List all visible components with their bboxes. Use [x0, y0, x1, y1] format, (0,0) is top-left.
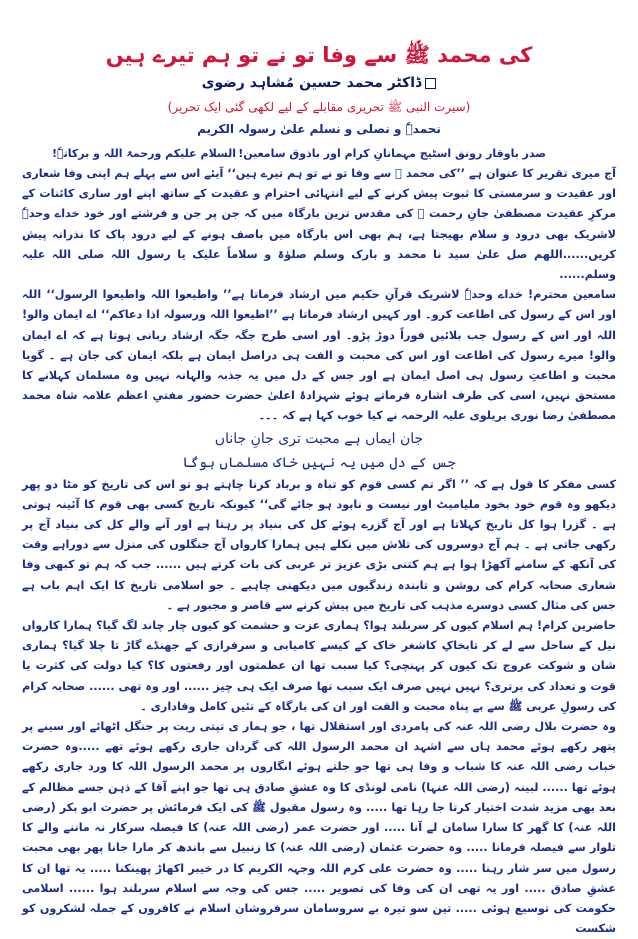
verse-line-1: جان ایماں ہے محبت تری جانِ جاناں [214, 430, 424, 447]
verse-line-2: جس کے دل میں یہ نہیں خاک مسلماں ہوگا [182, 454, 456, 471]
author-name: ڈاکٹر محمد حسین مُشاہد رضوی [201, 75, 422, 91]
greeting-right: صدر باوقار رونق اسٹیج مہمانانِ کرام اور باذوق سامعین! [238, 147, 546, 160]
darood-line: نحمدہٗ و نصلی و نسلم علیٰ رسولہ الکریم [197, 122, 441, 136]
greeting-line [22, 144, 616, 164]
subtitle: (سیرت النبی ﷺ تحریری مقابلے کے لیے لکھی گئی ایک تحریر) [167, 100, 471, 114]
greeting-left: السلام علیکم ورحمۃ اللہ و برکاتہٗ! [52, 147, 237, 160]
checkbox-square-icon [425, 78, 436, 89]
paragraph-1: آج میری تقریر کا عنوان ہے ’’کی محمد ﷺ سے وفا تو نے تو ہم تیرے ہیں‘‘ آیئے اس سے پہلے ہم اپنی وفا شعاری اور عقیدت و سرمستی کا ثبوت پیش کرنے کے لیے انتہائی احترام و عقیدت کے ساتھ اپنے اور ساری کائنات کے مرکزِ عقیدت مصطفیٰ جانِ رحمت ﷺ کی مقدس ترین بارگاہ میں کہ جن پر جن و فرشتے اور خود خداے وحدہٗ لاشریک بھی درود و سلام بھیجتا ہے، ہم بھی اس بارگاہ میں باصف ہونے کے لیے درود پاک کا نذرانہ پیش کریں......اللھم صل علیٰ سید نا محمد و بارک وسلم صلوٰۃ و سلاماً علیک یا رسول اللہ صلی اللہ علیہ وسلم...... [22, 167, 616, 282]
page-title: کی محمد ﷺ سے وفا تو نے تو ہم تیرے ہیں [105, 43, 533, 67]
paragraph-4: حاضرین کرام! ہم اسلام کیوں کر سربلند ہوا؟ ہماری عزت و حشمت کو کیوں چار چاند لگ گیا؟ ہمارا کارواں نیل کے ساحل سے لے کر تابخاکِ کاشغر خاک کے کیسے کامیابی و سرفرازی کے جھنڈے گاڑ تا چلا گیا؟ ہماری شان و شوکت عروج تک کیوں کر پہنچی؟ کیا سبب تھا ان عظمتوں اور رفعتوں کا؟ کیا دولت کی کثرت یا قوت و تعداد کی برتری؟ نہیں نہیں صرف ایک سبب تھا صرف ایک ہی چیز ...... اور وہ تھی ...... صحابہ کرام کی رسولِ عربی ﷺ سے بے پناہ محبت و الفت اور ان کی بارگاہ کے تئیں کامل وفاداری ۔ [22, 619, 616, 713]
paragraph-2: سامعین محترم! خداے وحدہٗ لاشریک قرآنِ حکیم میں ارشاد فرماتا ہے’’ واطیعوا اللہ واطیعوا الرسول‘‘ اللہ اور اس کے رسول کی اطاعت کرو۔ اور کہیں ارشاد فرماتا ہے ’’اطیعوا اللہ ورسولہ اذا دعاکم‘‘ اے ایمان والو! اللہ اور اس کے رسول جب بلائیں فوراً دوڑ پڑو۔ اور اسی طرح جگہ جگہ ارشاد ربانی ہوتا ہے کہ اے ایمان والو! میرے رسول کی اطاعت اور اس کی محبت و الفت ہی دراصل ایمان ہے بلکہ ایمان کی جان ہے ۔ گویا محبت و اطاعتِ رسول ہی اصل ایمان ہے اور جس کے دل میں یہ جذبہ والہانہ نہیں وہ مسلمان کہلانے کا مستحق نہیں، اسی کی طرف اشارہ فرماتے ہوئے شہزادۂ اعلیٰ حضرت حضور مفتیِ اعظم علامہ شاہ محمد مصطفیٰ رضا نوری بریلوی علیہ الرحمہ نے کیا خوب کہا ہے کہ ۔۔۔ [22, 288, 616, 423]
paragraph-3: کسی مفکر کا قول ہے کہ ’’ اگر تم کسی قوم کو تباہ و برباد کرنا چاہتے ہو تو اس کی تاریخ کو مٹا دو پھر دیکھو وہ قوم خود بخود ملیامیٹ اور نیست و نابود ہو جائے گی‘‘ کیونکہ تاریخ کسی بھی قوم کا آئینہ ہوتی ہے ۔ گزرا ہوا کل تاریخ کہلاتا ہے اور آج گزرے ہوئے کل کی بنیاد پر رہتا ہے اور آنے والے کل کی بنیاد آج پر رکھی جاتی ہے ۔ ہم آج دوسروں کی تلاش میں نکلے ہیں ہمارا کارواں آج جنگلوں کی منزل سے دوراہے وقت کی آنکھ کے سامنے آکھڑا ہوا ہے ہم کتنی بڑی عزیز تر عربی کی بات کرتے ہیں ...... جب کہ ہم تو کبھی وفا شعاری صحابہ کرام کی روشن و تابندہ زندگیوں میں دیکھنی چاہیے ۔ جو اسلامی تاریخ کا ایک اہم باب ہے جس کی مثال کسی دوسرے مذہب کی تاریخ میں پیش کرنے سے قاصر و مجبور ہے ۔ [22, 477, 616, 612]
author-line [22, 70, 616, 96]
paragraph-5: وہ حضرت بلال رضی اللہ عنہ کی پامردی اور استقلال تھا ، جو ہمار ی تپتی ریت پر جنگل اٹھائے اور سینے پر پتھر رکھے ہوئے محمد ہاں سے اشہد ان محمد الرسول اللہ کی گردان جاری رکھے ہوئے تھے .....وہ حضرت خباب رضی اللہ عنہ کا شباب و وفا ہی تھا جو جلتے ہوئے انگاروں پر محمد الرسول اللہ کا ورد جاری رکھے ہوئے تھا ...... لبینہ (رضی اللہ عنہا) نامی لونڈی کا وہ عشقِ صادق ہی تھا جو اپنے آقا کے ذہن جسے مظالم کے بعد بھی مزید شدت اختیار کرتا جا رہا تھا ..... وہ رسول مقبول ﷺ کی ایک فرمائش پر حضرت ابو بکر (رضی اللہ عنہ) کا گھر کا سارا سامان لے آنا ..... اور حضرت عمر (رضی اللہ عنہ) کا فیصلہ سرکار نہ ماننے والے کا تلوار سے فیصلہ فرمانا ..... وہ حضرت عثمان (رضی اللہ عنہ) کا زنبیل سے باندھ کر مارا جانا پھر بھی محبت رسول میں سر شار رہنا ..... وہ حضرت علی کرم اللہ وجہہ الکریم کا در خیبر اکھاڑ پھینکنا ..... یہ تھا ان کا عشقِ صادق ..... اور یہ تھی ان کی وفا کی تصویر ..... جس کی وجہ سے اسلام سربلند ہوا ...... اسلامی حکومت کی توسیع ہوئی ..... تین سو تیرہ بے سروسامان سرفروشان اسلام نے کافروں کے جملہ لشکروں کو شکست [22, 720, 616, 936]
